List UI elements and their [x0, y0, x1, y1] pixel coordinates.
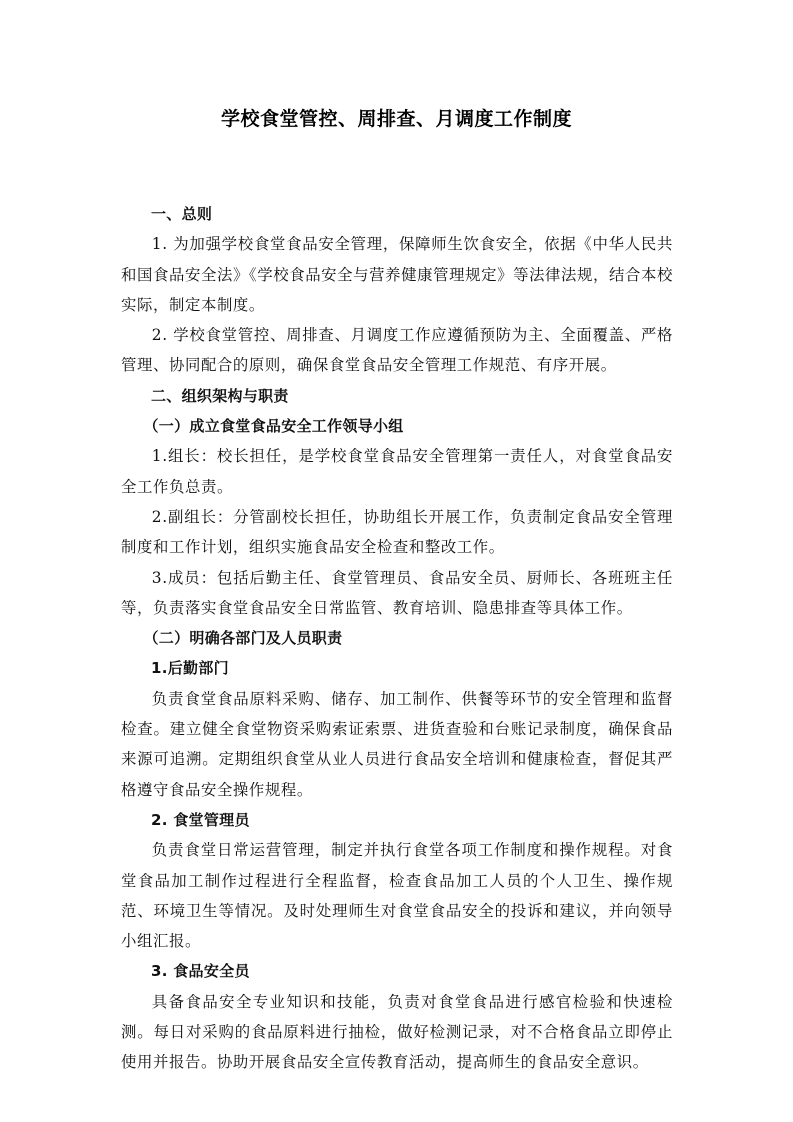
paragraph: 1. 为加强学校食堂食品安全管理，保障师生饮食安全，依据《中华人民共和国食品安全法》《学校食品安全与营养健康管理规定》等法律法规，结合本校实际，制定本制度。: [121, 235, 673, 314]
paragraph: 2.副组长：分管副校长担任，协助组长开展工作，负责制定食品安全管理制度和工作计划，组织实施食品安全检查和整改工作。: [121, 507, 673, 557]
document-title: 学校食堂管控、周排查、月调度工作制度: [220, 108, 572, 130]
paragraph: 具备食品安全专业知识和技能，负责对食堂食品进行感官检验和快速检测。每日对采购的食品原料进行抽检，做好检测记录，对不合格食品立即停止使用并报告。协助开展食品安全宣传教育活动，提高师生的食品安全意识。: [121, 992, 673, 1072]
section-heading-organization: 二、组织架构与职责: [151, 386, 289, 405]
document-body: [121, 199, 673, 1078]
item-heading-logistics: 1.后勤部门: [151, 659, 229, 678]
paragraph: 1.组长：校长担任，是学校食堂食品安全管理第一责任人，对食堂食品安全工作负总责。: [121, 447, 673, 496]
paragraph: 负责食堂日常运营管理，制定并执行食堂各项工作制度和操作规程。对食堂食品加工制作过程进行全程监督，检查食品加工人员的个人卫生、操作规范、环境卫生等情况。及时处理师生对食堂食品安全的投诉和建议，并向领导小组汇报。: [121, 841, 673, 951]
section-heading-general: 一、总则: [151, 205, 213, 223]
subsection-heading-responsibilities: （二）明确各部门及人员职责: [143, 629, 343, 648]
paragraph: 2. 学校食堂管控、周排查、月调度工作应遵循预防为主、全面覆盖、严格管理、协同配合的原则，确保食堂食品安全管理工作规范、有序开展。: [121, 326, 673, 375]
paragraph: 负责食堂食品原料采购、储存、加工制作、供餐等环节的安全管理和监督检查。建立健全食堂物资采购索证索票、进货查验和台账记录制度，确保食品来源可追溯。定期组织食堂从业人员进行食品安全培训和健康检查，督促其严格遵守食品安全操作规程。: [121, 689, 673, 799]
item-heading-food-safety-officer: 3. 食品安全员: [151, 962, 250, 981]
subsection-heading-leading-group: （一）成立食堂食品安全工作领导小组: [143, 417, 404, 436]
item-heading-canteen-manager: 2. 食堂管理员: [151, 810, 250, 829]
paragraph: 3.成员：包括后勤主任、食堂管理员、食品安全员、厨师长、各班班主任等，负责落实食堂食品安全日常监管、教育培训、隐患排查等具体工作。: [121, 568, 673, 617]
